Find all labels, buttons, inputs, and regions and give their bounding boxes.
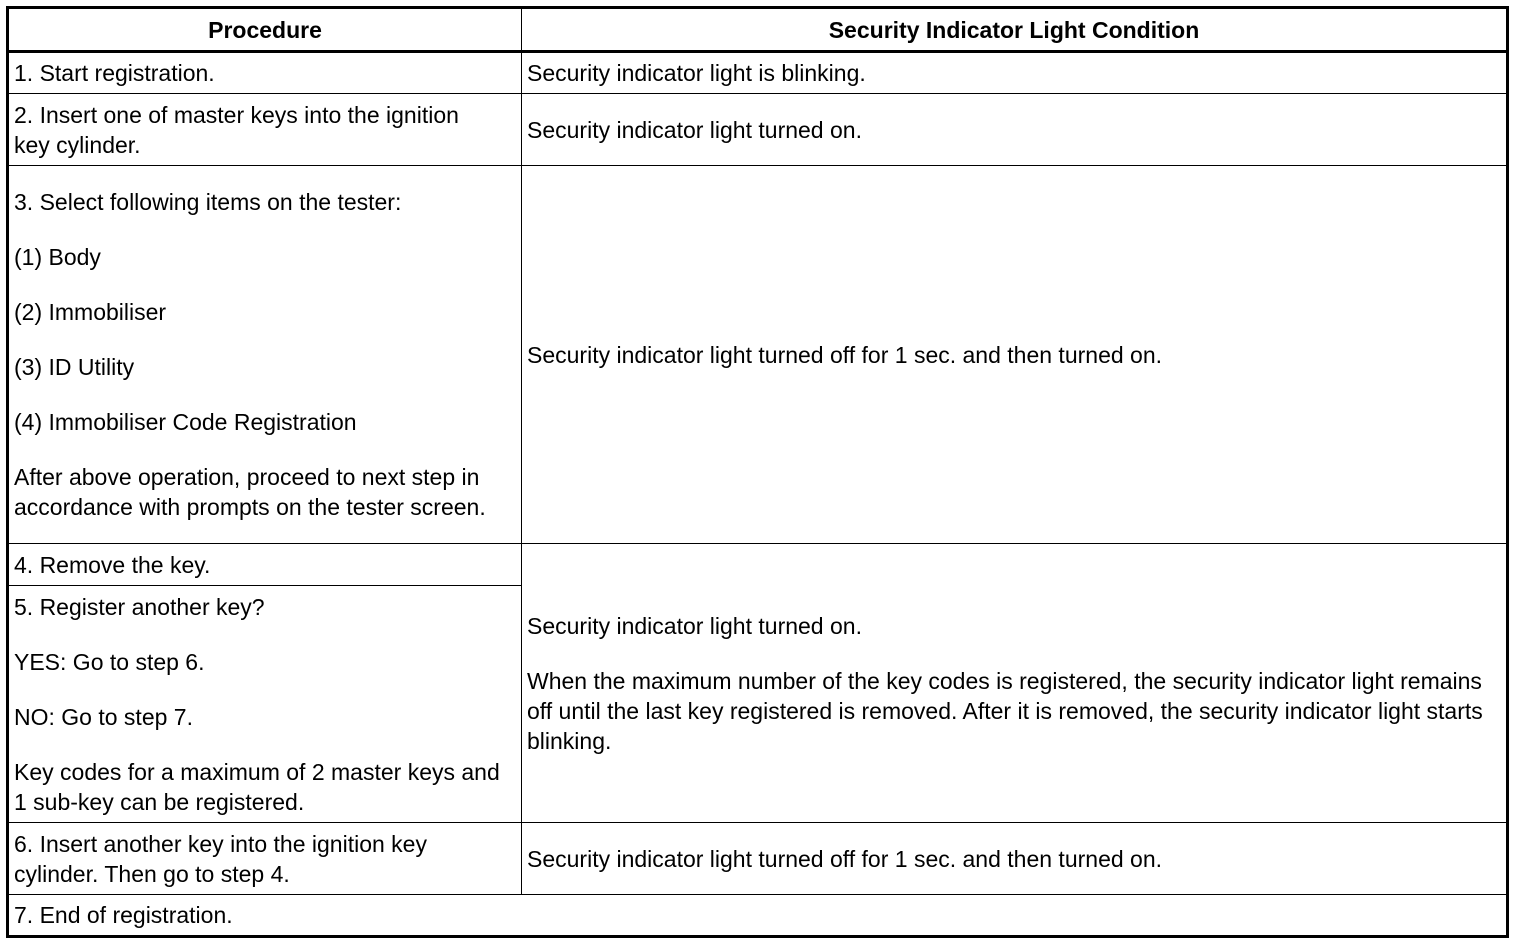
step-5-yes: YES: Go to step 6. bbox=[14, 648, 205, 675]
step-5-text: 5. Register another key? bbox=[14, 593, 265, 620]
condition-6: Security indicator light turned off for 1 sec. and then turned on. bbox=[522, 823, 1508, 895]
registration-procedure-table bbox=[6, 6, 1509, 938]
step-3-text: 3. Select following items on the tester: bbox=[14, 189, 402, 215]
table-row bbox=[8, 895, 1508, 937]
step-3-note: After above operation, proceed to next step in accordance with prompts on the tester screen. bbox=[14, 464, 486, 520]
condition-3: Security indicator light turned off for 1 sec. and then turned on. bbox=[522, 166, 1508, 544]
step-6-line-2: cylinder. Then go to step 4. bbox=[14, 860, 290, 887]
step-3-item-code-registration: (4) Immobiliser Code Registration bbox=[14, 409, 357, 435]
step-6 bbox=[8, 823, 522, 895]
step-7: 7. End of registration. bbox=[8, 895, 1508, 937]
condition-4-5 bbox=[522, 544, 1508, 823]
table-row bbox=[8, 544, 1508, 586]
table-row bbox=[8, 94, 1508, 166]
step-3 bbox=[8, 166, 522, 544]
step-4: 4. Remove the key. bbox=[8, 544, 522, 586]
step-3-item-body: (1) Body bbox=[14, 244, 101, 270]
step-3-item-immobiliser: (2) Immobiliser bbox=[14, 299, 167, 325]
table-row bbox=[8, 823, 1508, 895]
step-2-line-1: 2. Insert one of master keys into the ignition bbox=[14, 101, 459, 128]
step-5-no: NO: Go to step 7. bbox=[14, 703, 193, 730]
step-2 bbox=[8, 94, 522, 166]
condition-4-5-text: Security indicator light turned on. bbox=[527, 612, 862, 639]
table-header-row bbox=[8, 8, 1508, 52]
step-3-item-id-utility: (3) ID Utility bbox=[14, 354, 135, 380]
step-6-line-1: 6. Insert another key into the ignition key bbox=[14, 830, 427, 857]
step-2-line-2: key cylinder. bbox=[14, 131, 141, 158]
header-procedure: Procedure bbox=[8, 8, 522, 52]
step-5 bbox=[8, 586, 522, 823]
condition-2: Security indicator light turned on. bbox=[522, 94, 1508, 166]
table-row bbox=[8, 166, 1508, 544]
step-5-note: Key codes for a maximum of 2 master keys and 1 sub-key can be registered. bbox=[14, 758, 500, 815]
step-1: 1. Start registration. bbox=[8, 52, 522, 94]
condition-4-5-note: When the maximum number of the key codes is registered, the security indicator light remains off until the last key registered is removed. After it is removed, the security indicator light starts blinking. bbox=[527, 667, 1483, 754]
condition-1: Security indicator light is blinking. bbox=[522, 52, 1508, 94]
table-row bbox=[8, 52, 1508, 94]
header-condition: Security Indicator Light Condition bbox=[522, 8, 1508, 52]
